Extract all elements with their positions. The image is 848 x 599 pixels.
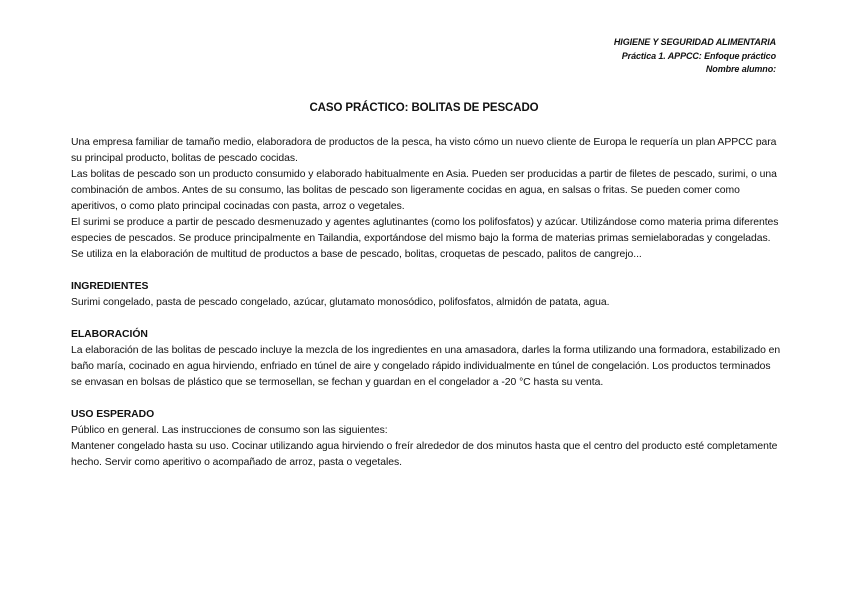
header-course-title: HIGIENE Y SEGURIDAD ALIMENTARIA bbox=[613, 37, 776, 47]
ingredientes-heading: INGREDIENTES bbox=[71, 281, 149, 292]
elaboracion-section bbox=[71, 327, 781, 391]
header-practice-title: Práctica 1. APPCC: Enfoque práctico bbox=[621, 50, 776, 61]
uso-esperado-section bbox=[71, 407, 781, 471]
uso-esperado-text: Mantener congelado hasta su uso. Cocinar utilizando agua hirviendo o freír alrededor de dos minutos hasta que el centro del producto esté completamente hecho. Servir como aperitivo o acompañado de arroz, pasta o vegetales. bbox=[71, 441, 778, 468]
document-body bbox=[71, 135, 781, 471]
intro-section bbox=[71, 135, 781, 263]
intro-paragraph: Las bolitas de pescado son un producto consumido y elaborado habitualmente en Asia. Pueden ser producidas a partir de filetes de pescado, surimi, o una combinación de ambos. Antes de su consumo, las bolitas de pescado son ligeramente cocidas en agua, en salsas o fritas. Se pueden comer como aperitivos, o como plato principal cocinadas con pasta, arroz o vegetales. bbox=[71, 169, 777, 212]
ingredientes-section bbox=[71, 279, 781, 311]
uso-esperado-heading: USO ESPERADO bbox=[71, 409, 155, 420]
document-title: CASO PRÁCTICO: BOLITAS DE PESCADO bbox=[309, 102, 539, 114]
header-student-name: Nombre alumno: bbox=[705, 64, 776, 74]
intro-paragraph: El surimi se produce a partir de pescado desmenuzado y agentes aglutinantes (como los polifosfatos) y azúcar. Utilizándose como materia prima diferentes especies de pescados. Se produce principalmente en Tailandia, exportándose del mismo bajo la forma de materias primas semielaboradas y congeladas. Se utiliza en la elaboración de multitud de productos a base de pescado, bolitas, croquetas de pescado, palitos de cangrejo... bbox=[71, 217, 779, 260]
elaboracion-text: La elaboración de las bolitas de pescado incluye la mezcla de los ingredientes en una amasadora, darles la forma utilizando una formadora, estabilizado en baño maría, cocinado en agua hirviendo, enfriado en túnel de aire y congelado rápido individualmente en túnel de congelación. Los productos terminados se envasan en bolsas de plástico que se termosellan, se fechan y guardan en el congelador a -20 °C hasta su venta. bbox=[71, 345, 781, 388]
uso-esperado-text: Público en general. Las instrucciones de consumo son las siguientes: bbox=[71, 425, 388, 436]
elaboracion-heading: ELABORACIÓN bbox=[71, 329, 148, 340]
ingredientes-text: Surimi congelado, pasta de pescado congelado, azúcar, glutamato monosódico, polifosfatos, almidón de patata, agua. bbox=[71, 297, 610, 308]
intro-paragraph: Una empresa familiar de tamaño medio, elaboradora de productos de la pesca, ha visto cómo un nuevo cliente de Europa le requería un plan APPCC para su principal producto, bolitas de pescado cocidas. bbox=[71, 137, 777, 164]
document-header bbox=[614, 36, 776, 77]
